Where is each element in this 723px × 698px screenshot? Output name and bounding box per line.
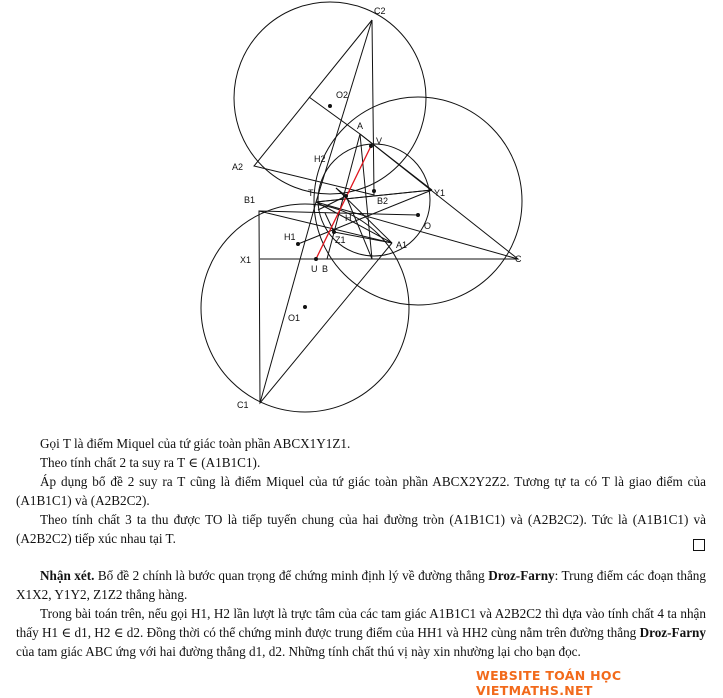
label-U: U bbox=[311, 264, 318, 274]
label-A: A bbox=[357, 121, 364, 131]
label-O2: O2 bbox=[336, 90, 349, 100]
circle-ABC bbox=[314, 97, 522, 305]
droz-farny-term-1: Droz-Farny bbox=[488, 568, 555, 583]
label-H1: H1 bbox=[284, 232, 296, 242]
label-C1: C1 bbox=[237, 400, 249, 410]
droz-farny-term-2: Droz-Farny bbox=[639, 625, 706, 640]
remark-title: Nhận xét. bbox=[40, 568, 95, 583]
triangle-A2B2C2 bbox=[254, 20, 374, 195]
remark-2a: Trong bài toán trên, nếu gọi H1, H2 lần lượt là trực tâm của các tam giác A1B1C1 và A2B2C2 thì dựa vào tính chất 4 ta nhận thấy H1 ∈ d1, H2 ∈ d2. Đồng thời có thể chứng minh được trung điểm của HH1 và HH2 cùng nằm trên đường thẳng bbox=[16, 606, 706, 640]
label-Z1: Z1 bbox=[335, 235, 346, 245]
proof-text bbox=[16, 434, 706, 548]
label-H2: H2 bbox=[314, 154, 326, 164]
watermark: WEBSITE TOÁN HỌC VIETMATHS.NET bbox=[476, 668, 622, 698]
label-Y1: Y1 bbox=[434, 188, 446, 198]
triangle-ABC bbox=[327, 134, 518, 259]
label-B2: B2 bbox=[377, 196, 389, 206]
label-C: C bbox=[515, 254, 522, 264]
proof-line-4: Theo tính chất 3 ta thu được TO là tiếp tuyến chung của hai đường tròn (A1B1C1) và (A2B2C2). Tức là (A1B1C1) và (A2B2C2) tiếp xúc nhau tại T. bbox=[16, 512, 706, 546]
proof-line-1: Gọi T là điểm Miquel của tứ giác toàn phần ABCX1Y1Z1. bbox=[40, 436, 351, 451]
proof-line-3: Áp dụng bổ đề 2 suy ra T cũng là điểm Miquel của tứ giác toàn phần ABCX2Y2Z2. Tương tự ta có T là giao điểm của (A1B1C1) và (A2B2C2). bbox=[16, 474, 706, 508]
label-A2: A2 bbox=[232, 162, 244, 172]
label-V: V bbox=[376, 136, 383, 146]
label-C2: C2 bbox=[374, 6, 386, 16]
label-T: T bbox=[308, 188, 314, 198]
label-X1: X1 bbox=[240, 255, 252, 265]
qed-square-icon bbox=[693, 539, 705, 551]
label-O1: O1 bbox=[288, 313, 301, 323]
proof-line-2: Theo tính chất 2 ta suy ra T ∈ (A1B1C1). bbox=[40, 455, 261, 470]
label-A1: A1 bbox=[396, 240, 408, 250]
remark-1a: Bổ đề 2 chính là bước quan trọng để chứng minh định lý về đường thẳng bbox=[97, 568, 485, 583]
remark-paragraph-1: Nhận xét. Bổ đề 2 chính là bước quan trọng để chứng minh định lý về đường thẳng Droz-Farny: Trung điểm các đoạn thẳng X1X2, Y1Y2, Z1Z2 thẳng hàng. bbox=[16, 568, 706, 602]
remark-text bbox=[16, 566, 706, 661]
label-H: H bbox=[345, 213, 352, 223]
label-B1: B1 bbox=[244, 195, 256, 205]
remark-paragraph-2 bbox=[16, 604, 706, 661]
label-B: B bbox=[322, 264, 329, 274]
remark-2b: của tam giác ABC ứng với hai đường thẳng d1, d2. Những tính chất thú vị này xin nhường lại cho bạn đọc. bbox=[16, 644, 581, 659]
remark-1b: Trung điểm các đoạn thẳng X1X2, Y1Y2, Z1Z2 thẳng hàng. bbox=[16, 568, 706, 602]
label-O: O bbox=[424, 221, 432, 231]
